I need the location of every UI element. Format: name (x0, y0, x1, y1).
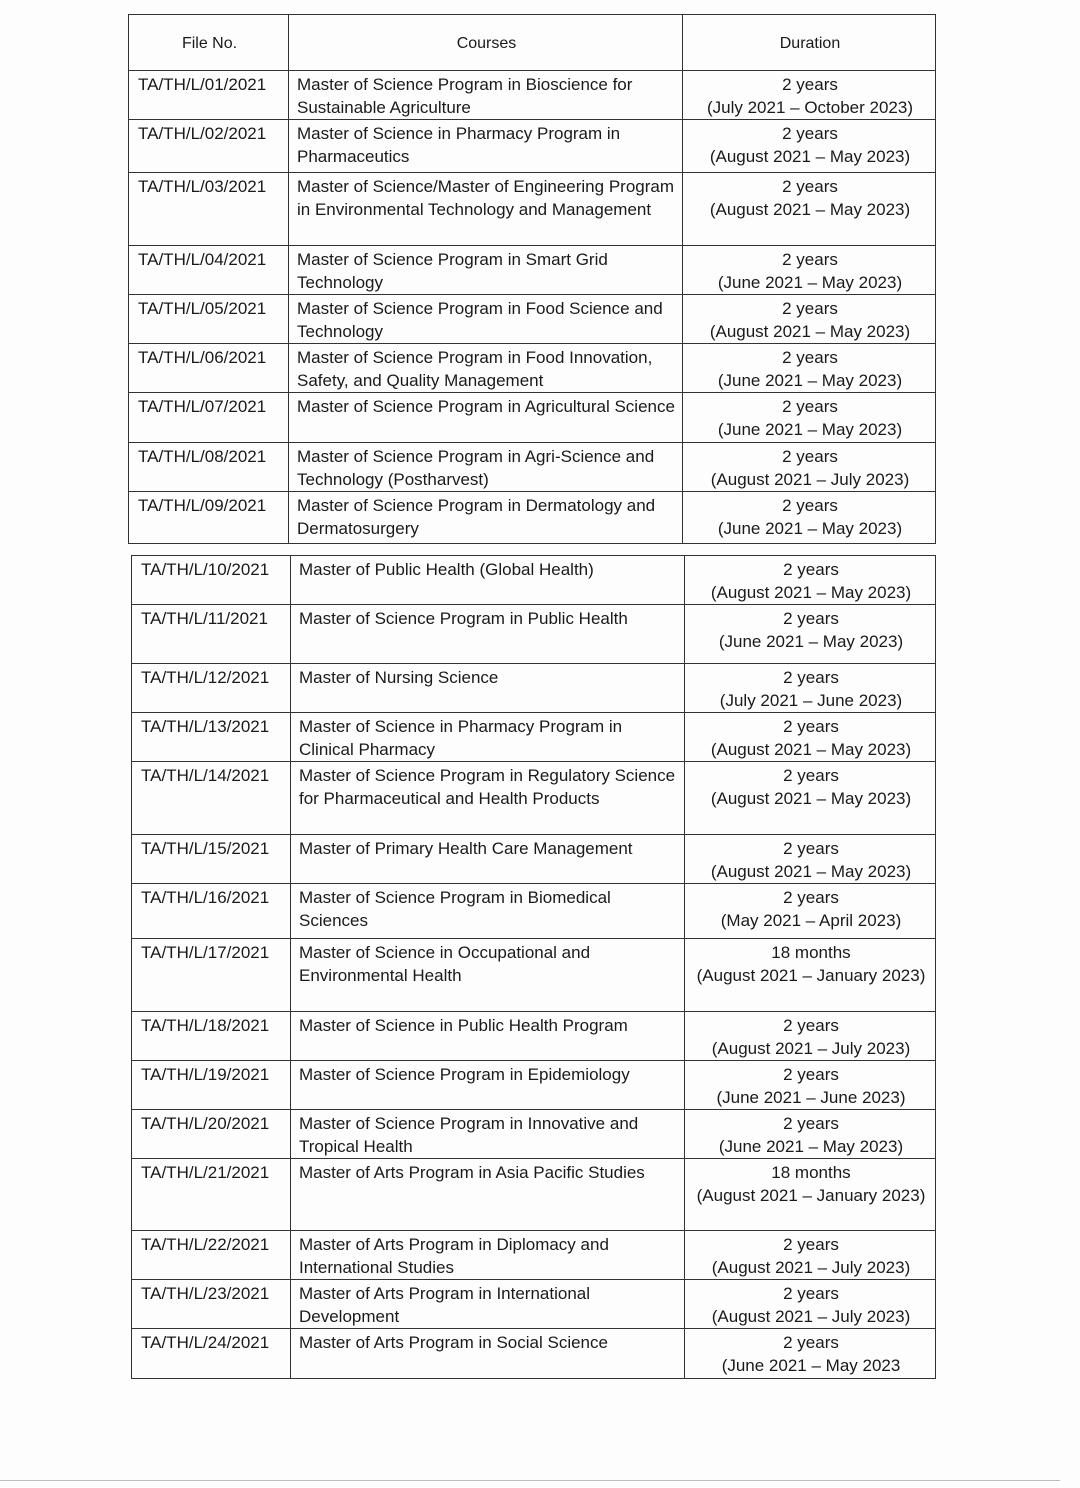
file-number: TA/TH/L/09/2021 (129, 492, 289, 544)
file-number: TA/TH/L/23/2021 (132, 1280, 291, 1329)
duration-length: 2 years (782, 397, 838, 416)
table-row (132, 1280, 936, 1329)
duration (685, 605, 936, 664)
table-row (132, 835, 936, 884)
duration-length: 2 years (783, 668, 839, 687)
duration-period: (August 2021 – May 2023) (709, 147, 911, 166)
duration-period: (August 2021 – May 2023) (710, 740, 912, 759)
table-row (129, 295, 936, 344)
duration-length: 2 years (783, 1235, 839, 1254)
file-number: TA/TH/L/01/2021 (129, 71, 289, 120)
duration-length: 2 years (782, 447, 838, 466)
duration-length: 2 years (783, 766, 839, 785)
table-header-row (129, 15, 936, 71)
course-name: Master of Science Program in Regulatory Science for Pharmaceutical and Health Products (291, 762, 685, 835)
duration (683, 443, 936, 492)
duration-period: (July 2021 – October 2023) (706, 98, 913, 117)
table-row (132, 1110, 936, 1159)
duration (685, 713, 936, 762)
course-name: Master of Science Program in Food Science and Technology (289, 295, 683, 344)
duration-length: 2 years (783, 1065, 839, 1084)
table-row (129, 443, 936, 492)
file-number: TA/TH/L/18/2021 (132, 1012, 291, 1061)
course-name: Master of Science/Master of Engineering Program in Environmental Technology and Management (289, 173, 683, 246)
duration-period: (June 2021 – May 2023) (717, 273, 903, 292)
duration (683, 120, 936, 173)
duration-length: 2 years (783, 1333, 839, 1352)
table-row (132, 664, 936, 713)
duration-period: (August 2021 – January 2023) (696, 966, 926, 985)
table-row (132, 884, 936, 939)
file-number: TA/TH/L/12/2021 (132, 664, 291, 713)
duration (683, 492, 936, 544)
duration-period: (August 2021 – May 2023) (710, 862, 912, 881)
duration (683, 295, 936, 344)
course-name: Master of Arts Program in Diplomacy and International Studies (291, 1231, 685, 1280)
duration (683, 71, 936, 120)
duration (685, 1012, 936, 1061)
duration (685, 884, 936, 939)
duration-length: 2 years (782, 496, 838, 515)
duration-length: 2 years (783, 1114, 839, 1133)
course-name: Master of Science Program in Dermatology and Dermatosurgery (289, 492, 683, 544)
duration-length: 2 years (782, 177, 838, 196)
duration-period: (June 2021 – May 2023) (718, 1137, 904, 1156)
file-number: TA/TH/L/22/2021 (132, 1231, 291, 1280)
duration-length: 2 years (782, 250, 838, 269)
table-row (129, 120, 936, 173)
file-number: TA/TH/L/03/2021 (129, 173, 289, 246)
table-row (132, 1231, 936, 1280)
file-number: TA/TH/L/07/2021 (129, 393, 289, 443)
duration (685, 1280, 936, 1329)
file-number: TA/TH/L/08/2021 (129, 443, 289, 492)
file-number: TA/TH/L/21/2021 (132, 1159, 291, 1231)
duration-period: (June 2021 – June 2023) (716, 1088, 906, 1107)
duration-period: (August 2021 – July 2023) (711, 1307, 911, 1326)
table-row (129, 71, 936, 120)
duration (683, 344, 936, 393)
course-name: Master of Science Program in Innovative and Tropical Health (291, 1110, 685, 1159)
duration-length: 2 years (783, 1016, 839, 1035)
table-row (132, 556, 936, 605)
file-number: TA/TH/L/10/2021 (132, 556, 291, 605)
duration-length: 2 years (782, 124, 838, 143)
file-number: TA/TH/L/13/2021 (132, 713, 291, 762)
duration-period: (June 2021 – May 2023) (718, 632, 904, 651)
table-row (132, 1329, 936, 1379)
course-name: Master of Science in Public Health Program (291, 1012, 685, 1061)
table-row (129, 344, 936, 393)
course-name: Master of Science Program in Public Health (291, 605, 685, 664)
file-number: TA/TH/L/24/2021 (132, 1329, 291, 1379)
duration-length: 2 years (783, 1284, 839, 1303)
course-name: Master of Science Program in Bioscience for Sustainable Agriculture (289, 71, 683, 120)
duration-length: 2 years (782, 299, 838, 318)
course-name: Master of Arts Program in Social Science (291, 1329, 685, 1379)
duration (685, 1061, 936, 1110)
course-name: Master of Science Program in Food Innovation, Safety, and Quality Management (289, 344, 683, 393)
file-number: TA/TH/L/14/2021 (132, 762, 291, 835)
table-row (132, 1061, 936, 1110)
duration (685, 1110, 936, 1159)
table-row (132, 1159, 936, 1231)
header-courses: Courses (289, 15, 683, 71)
file-number: TA/TH/L/16/2021 (132, 884, 291, 939)
course-name: Master of Primary Health Care Management (291, 835, 685, 884)
table-row (132, 713, 936, 762)
duration (683, 393, 936, 443)
course-name: Master of Public Health (Global Health) (291, 556, 685, 605)
page-edge-line (0, 1480, 1060, 1481)
duration (685, 556, 936, 605)
file-number: TA/TH/L/05/2021 (129, 295, 289, 344)
course-name: Master of Science in Pharmacy Program in Clinical Pharmacy (291, 713, 685, 762)
file-number: TA/TH/L/11/2021 (132, 605, 291, 664)
duration-period: (June 2021 – May 2023) (717, 519, 903, 538)
duration (685, 664, 936, 713)
duration-period: (August 2021 – January 2023) (696, 1186, 926, 1205)
course-name: Master of Science in Pharmacy Program in Pharmaceutics (289, 120, 683, 173)
table-row (132, 605, 936, 664)
duration (685, 835, 936, 884)
table-row (132, 939, 936, 1012)
table-row (129, 173, 936, 246)
duration-period: (May 2021 – April 2023) (720, 911, 902, 930)
duration-period: (August 2021 – May 2023) (709, 322, 911, 341)
file-number: TA/TH/L/19/2021 (132, 1061, 291, 1110)
duration-period: (August 2021 – May 2023) (710, 789, 912, 808)
file-number: TA/TH/L/15/2021 (132, 835, 291, 884)
duration-period: (August 2021 – May 2023) (710, 583, 912, 602)
duration-length: 2 years (783, 560, 839, 579)
file-number: TA/TH/L/04/2021 (129, 246, 289, 295)
table-row (129, 393, 936, 443)
header-file-no: File No. (129, 15, 289, 71)
duration (685, 1231, 936, 1280)
duration-period: (June 2021 – May 2023) (717, 420, 903, 439)
duration-length: 2 years (783, 717, 839, 736)
duration-length: 2 years (783, 839, 839, 858)
courses-table-part-1 (128, 14, 936, 544)
duration-length: 2 years (782, 75, 838, 94)
table-row (129, 492, 936, 544)
duration-period: (August 2021 – July 2023) (711, 1258, 911, 1277)
course-name: Master of Science Program in Epidemiology (291, 1061, 685, 1110)
courses-table-part-2 (131, 555, 936, 1379)
duration (683, 246, 936, 295)
duration (685, 939, 936, 1012)
duration (685, 1159, 936, 1231)
header-duration: Duration (683, 15, 936, 71)
course-name: Master of Arts Program in Asia Pacific Studies (291, 1159, 685, 1231)
file-number: TA/TH/L/06/2021 (129, 344, 289, 393)
duration-period: (August 2021 – July 2023) (710, 470, 910, 489)
course-name: Master of Arts Program in International Development (291, 1280, 685, 1329)
duration (685, 762, 936, 835)
table-row (132, 1012, 936, 1061)
course-name: Master of Science Program in Smart Grid Technology (289, 246, 683, 295)
course-name: Master of Science in Occupational and Environmental Health (291, 939, 685, 1012)
file-number: TA/TH/L/02/2021 (129, 120, 289, 173)
course-name: Master of Science Program in Agricultural Science (289, 393, 683, 443)
duration-length: 2 years (782, 348, 838, 367)
duration-length: 18 months (771, 1163, 851, 1182)
duration-length: 2 years (783, 888, 839, 907)
duration-period: (August 2021 – July 2023) (711, 1039, 911, 1058)
file-number: TA/TH/L/17/2021 (132, 939, 291, 1012)
duration (683, 173, 936, 246)
table-row (132, 762, 936, 835)
duration-period: (June 2021 – May 2023 (721, 1356, 901, 1375)
course-name: Master of Science Program in Biomedical Sciences (291, 884, 685, 939)
duration-length: 2 years (783, 609, 839, 628)
duration-period: (June 2021 – May 2023) (717, 371, 903, 390)
duration-length: 18 months (771, 943, 851, 962)
duration (685, 1329, 936, 1379)
course-name: Master of Science Program in Agri-Science and Technology (Postharvest) (289, 443, 683, 492)
table-row (129, 246, 936, 295)
duration-period: (August 2021 – May 2023) (709, 200, 911, 219)
course-name: Master of Nursing Science (291, 664, 685, 713)
file-number: TA/TH/L/20/2021 (132, 1110, 291, 1159)
duration-period: (July 2021 – June 2023) (719, 691, 903, 710)
